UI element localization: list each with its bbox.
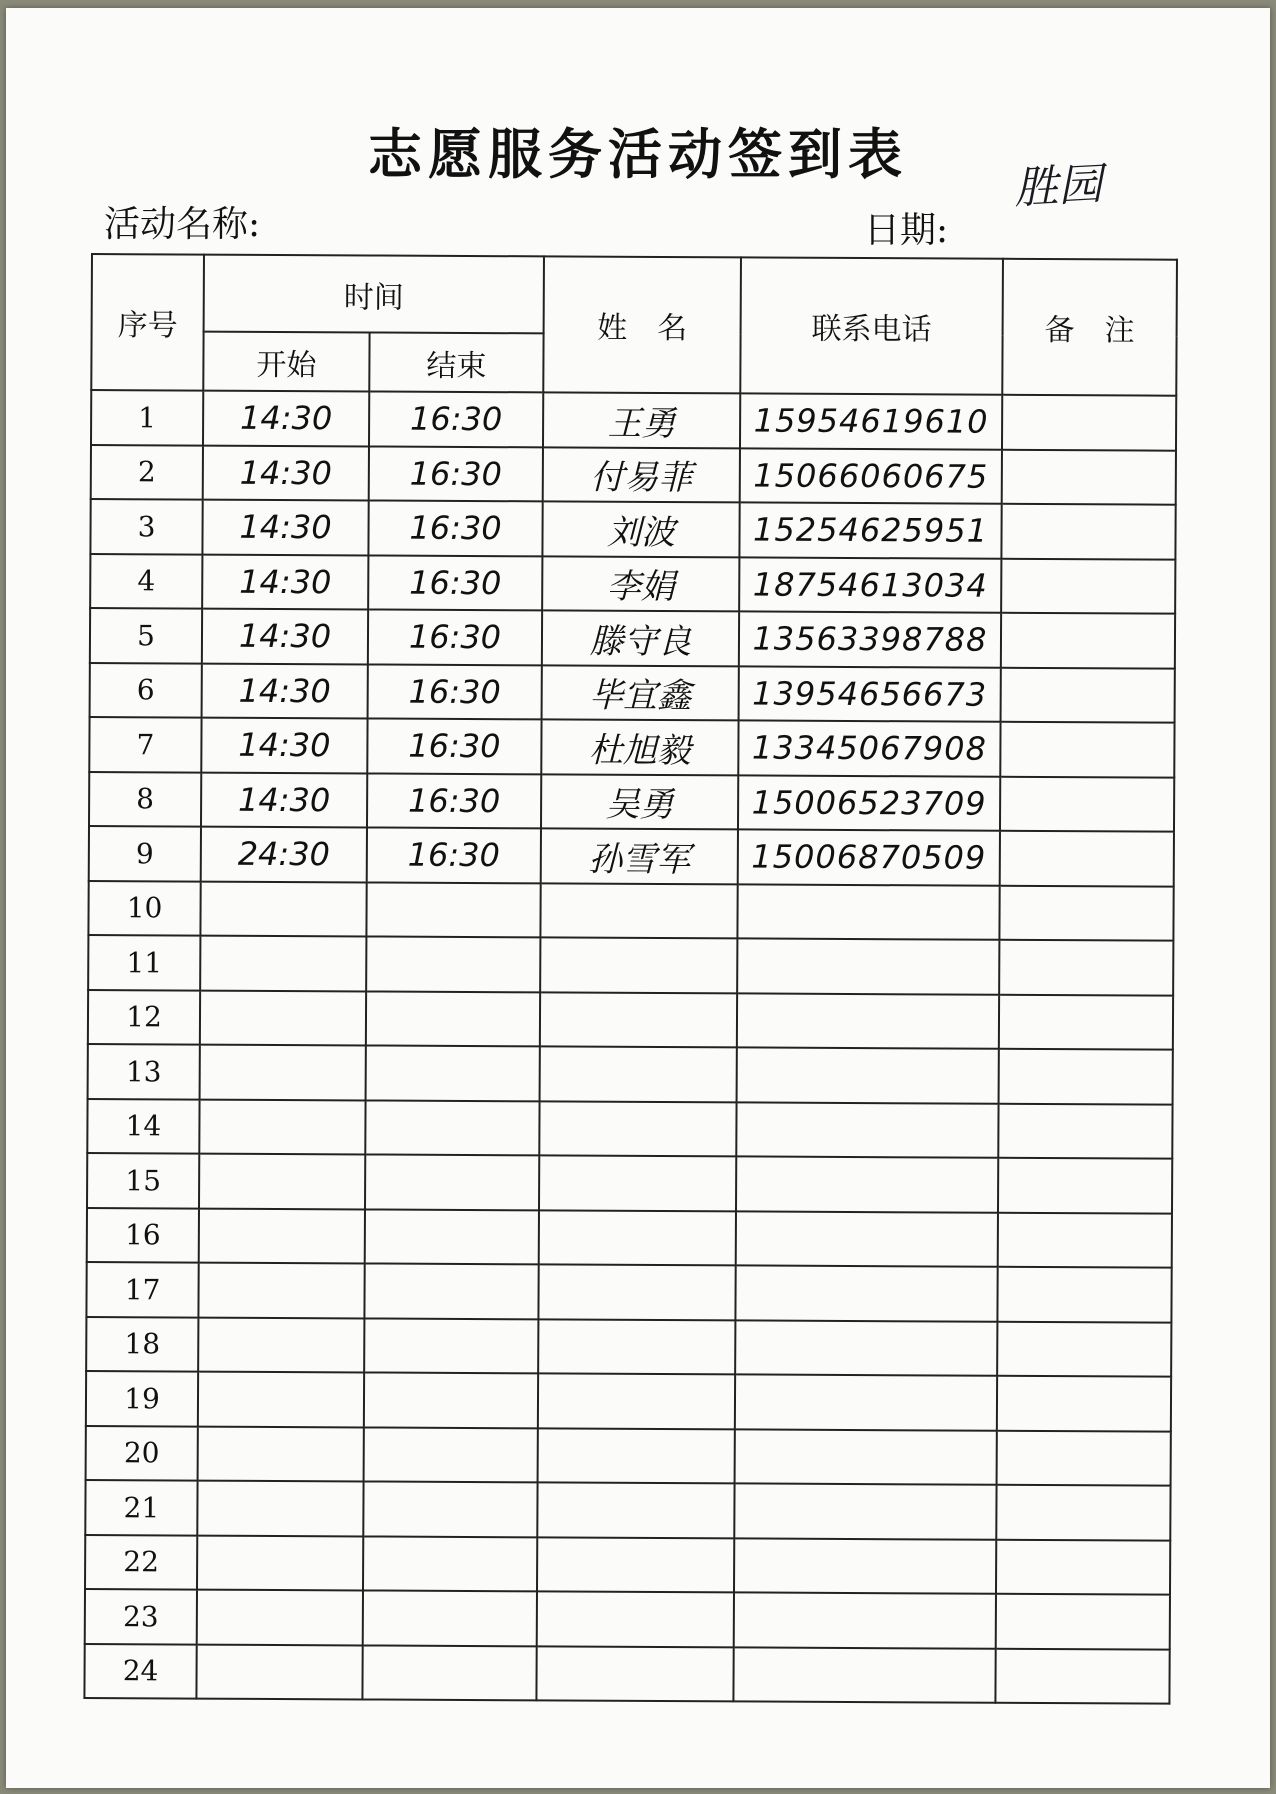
remark-cell xyxy=(1001,504,1175,559)
table-body xyxy=(84,390,1176,1704)
phone-cell xyxy=(737,993,999,1049)
start-time-cell xyxy=(199,1208,365,1263)
start-time-cell xyxy=(198,1263,364,1318)
table-row xyxy=(88,989,1173,1049)
table-row xyxy=(89,826,1174,886)
header-end: 结束 xyxy=(369,332,543,392)
table-row xyxy=(87,1153,1172,1213)
table-row xyxy=(85,1589,1170,1649)
name-cell xyxy=(538,1264,735,1320)
handwritten-location-note: 胜园 xyxy=(1012,158,1104,215)
table-row xyxy=(84,1643,1169,1703)
row-number: 11 xyxy=(88,935,200,990)
end-time-cell xyxy=(366,1045,540,1100)
name-cell xyxy=(540,937,737,993)
start-time-cell xyxy=(196,1644,362,1699)
table-row xyxy=(87,1207,1172,1267)
end-time-cell xyxy=(364,1318,538,1373)
row-number: 23 xyxy=(85,1589,197,1644)
remark-cell xyxy=(1001,613,1175,668)
end-time-cell xyxy=(363,1536,537,1591)
end-time-cell: 16:30 xyxy=(369,446,543,501)
row-number: 15 xyxy=(87,1153,199,1208)
start-time-cell: 24:30 xyxy=(201,827,367,882)
header-phone: 联系电话 xyxy=(740,257,1003,394)
phone-cell: 13345067908 xyxy=(738,720,1000,776)
start-time-cell: 14:30 xyxy=(202,554,368,609)
end-time-cell xyxy=(366,882,540,937)
phone-cell: 15954619610 xyxy=(740,393,1002,449)
phone-cell: 18754613034 xyxy=(739,557,1001,613)
row-number: 20 xyxy=(86,1425,198,1480)
row-number: 1 xyxy=(91,390,203,445)
remark-cell xyxy=(998,1158,1172,1213)
name-cell xyxy=(540,1046,737,1102)
row-number: 4 xyxy=(90,554,202,609)
remark-cell xyxy=(1001,558,1175,613)
start-time-cell xyxy=(200,1045,366,1100)
row-number: 16 xyxy=(87,1207,199,1262)
phone-cell xyxy=(735,1265,997,1321)
end-time-cell xyxy=(365,1100,539,1155)
date-label: 日期: xyxy=(864,210,949,251)
remark-cell xyxy=(996,1485,1170,1540)
row-number: 19 xyxy=(86,1371,198,1426)
start-time-cell xyxy=(198,1317,364,1372)
name-cell xyxy=(537,1482,734,1538)
start-time-cell: 14:30 xyxy=(202,663,368,718)
name-cell xyxy=(537,1591,734,1647)
table-row xyxy=(90,662,1175,722)
start-time-cell xyxy=(200,990,366,1045)
table-row xyxy=(86,1425,1171,1485)
remark-cell xyxy=(999,1049,1173,1104)
name-cell xyxy=(539,1210,736,1266)
name-cell xyxy=(537,1537,734,1593)
phone-cell xyxy=(735,1320,997,1376)
start-time-cell xyxy=(198,1426,364,1481)
row-number: 17 xyxy=(86,1262,198,1317)
name-cell: 毕宜鑫 xyxy=(542,665,739,721)
remark-cell xyxy=(997,1267,1171,1322)
remark-cell xyxy=(997,1430,1171,1485)
start-time-cell: 14:30 xyxy=(203,391,369,446)
row-number: 2 xyxy=(91,445,203,500)
remark-cell xyxy=(1002,449,1176,504)
end-time-cell: 16:30 xyxy=(369,391,543,446)
start-time-cell xyxy=(198,1372,364,1427)
end-time-cell xyxy=(364,1427,538,1482)
end-time-cell: 16:30 xyxy=(368,609,542,664)
phone-cell xyxy=(735,1374,997,1430)
end-time-cell: 16:30 xyxy=(367,773,541,828)
table-row xyxy=(85,1534,1170,1594)
remark-cell xyxy=(1000,831,1174,886)
remark-cell xyxy=(999,994,1173,1049)
remark-cell xyxy=(997,1376,1171,1431)
row-number: 3 xyxy=(90,499,202,554)
row-number: 14 xyxy=(87,1098,199,1153)
table-row xyxy=(90,499,1175,559)
table-row xyxy=(86,1262,1171,1322)
phone-cell xyxy=(737,884,999,940)
table-row xyxy=(86,1371,1171,1431)
header-name: 姓 名 xyxy=(543,256,741,393)
start-time-cell: 14:30 xyxy=(202,609,368,664)
end-time-cell: 16:30 xyxy=(368,555,542,610)
end-time-cell: 16:30 xyxy=(368,500,542,555)
name-cell: 滕守良 xyxy=(542,610,739,666)
end-time-cell xyxy=(366,991,540,1046)
table-row xyxy=(88,935,1173,995)
header-remarks: 备 注 xyxy=(1002,259,1177,396)
row-number: 21 xyxy=(85,1480,197,1535)
end-time-cell xyxy=(364,1372,538,1427)
phone-cell xyxy=(737,938,999,994)
start-time-cell xyxy=(197,1481,363,1536)
header-index: 序号 xyxy=(91,254,204,391)
name-cell xyxy=(536,1646,733,1702)
phone-cell xyxy=(736,1211,998,1267)
name-cell: 刘波 xyxy=(542,501,739,557)
remark-cell xyxy=(997,1321,1171,1376)
start-time-cell xyxy=(200,936,366,991)
remark-cell xyxy=(1002,395,1176,450)
phone-cell xyxy=(733,1647,995,1703)
end-time-cell: 16:30 xyxy=(368,664,542,719)
table-row xyxy=(86,1316,1171,1376)
phone-cell: 15066060675 xyxy=(740,448,1002,504)
table-row xyxy=(90,608,1175,668)
start-time-cell xyxy=(199,1099,365,1154)
name-cell xyxy=(539,1101,736,1157)
phone-cell xyxy=(734,1483,996,1539)
table-row xyxy=(91,445,1176,505)
row-number: 12 xyxy=(88,989,200,1044)
end-time-cell xyxy=(363,1481,537,1536)
start-time-cell xyxy=(197,1590,363,1645)
end-time-cell xyxy=(362,1645,536,1700)
activity-name-label: 活动名称: xyxy=(104,204,261,245)
header-time: 时间 xyxy=(204,255,544,334)
row-number: 6 xyxy=(90,662,202,717)
row-number: 22 xyxy=(85,1534,197,1589)
remark-cell xyxy=(1000,776,1174,831)
row-number: 5 xyxy=(90,608,202,663)
name-cell xyxy=(539,1155,736,1211)
row-number: 8 xyxy=(89,771,201,826)
start-time-cell: 14:30 xyxy=(202,500,368,555)
name-cell xyxy=(540,883,737,939)
phone-cell: 13954656673 xyxy=(739,666,1001,722)
row-number: 9 xyxy=(89,826,201,881)
name-cell: 吴勇 xyxy=(541,774,738,830)
row-number: 7 xyxy=(89,717,201,772)
start-time-cell xyxy=(199,1154,365,1209)
start-time-cell: 14:30 xyxy=(203,445,369,500)
end-time-cell xyxy=(363,1590,537,1645)
table-row xyxy=(85,1480,1170,1540)
start-time-cell: 14:30 xyxy=(201,718,367,773)
name-cell xyxy=(540,992,737,1048)
row-number: 18 xyxy=(86,1316,198,1371)
phone-cell xyxy=(736,1156,998,1212)
name-cell xyxy=(538,1373,735,1429)
start-time-cell xyxy=(197,1535,363,1590)
name-cell: 王勇 xyxy=(543,392,740,448)
end-time-cell xyxy=(365,1154,539,1209)
phone-cell: 15006870509 xyxy=(738,829,1000,885)
remark-cell xyxy=(996,1594,1170,1649)
table-row xyxy=(88,880,1173,940)
row-number: 13 xyxy=(88,1044,200,1099)
phone-cell xyxy=(735,1429,997,1485)
end-time-cell xyxy=(365,1209,539,1264)
table-row xyxy=(90,554,1175,614)
end-time-cell: 16:30 xyxy=(367,827,541,882)
end-time-cell: 16:30 xyxy=(367,718,541,773)
table-row xyxy=(87,1098,1172,1158)
remark-cell xyxy=(999,885,1173,940)
remark-cell xyxy=(996,1539,1170,1594)
page-title: 志愿服务活动签到表 xyxy=(368,122,908,186)
remark-cell xyxy=(998,1212,1172,1267)
row-number: 10 xyxy=(88,880,200,935)
remark-cell xyxy=(999,940,1173,995)
remark-cell xyxy=(1000,722,1174,777)
end-time-cell xyxy=(366,936,540,991)
phone-cell: 15254625951 xyxy=(739,502,1001,558)
phone-cell xyxy=(734,1592,996,1648)
table-row xyxy=(91,390,1176,450)
phone-cell: 13563398788 xyxy=(739,611,1001,667)
table-row xyxy=(88,1044,1173,1104)
remark-cell xyxy=(998,1103,1172,1158)
name-cell xyxy=(538,1428,735,1484)
name-cell: 付易菲 xyxy=(543,447,740,503)
start-time-cell xyxy=(200,881,366,936)
table-row xyxy=(89,771,1174,831)
header-start: 开始 xyxy=(203,332,369,392)
name-cell xyxy=(538,1319,735,1375)
table-row xyxy=(89,717,1174,777)
remark-cell xyxy=(995,1648,1169,1703)
end-time-cell xyxy=(364,1263,538,1318)
name-cell: 孙雪军 xyxy=(541,828,738,884)
phone-cell xyxy=(737,1047,999,1103)
row-number: 24 xyxy=(84,1643,196,1698)
remark-cell xyxy=(1001,667,1175,722)
start-time-cell: 14:30 xyxy=(201,772,367,827)
name-cell: 李娟 xyxy=(542,556,739,612)
phone-cell xyxy=(736,1102,998,1158)
phone-cell: 15006523709 xyxy=(738,775,1000,831)
signin-table xyxy=(83,253,1178,1705)
phone-cell xyxy=(734,1538,996,1594)
name-cell: 杜旭毅 xyxy=(541,719,738,775)
